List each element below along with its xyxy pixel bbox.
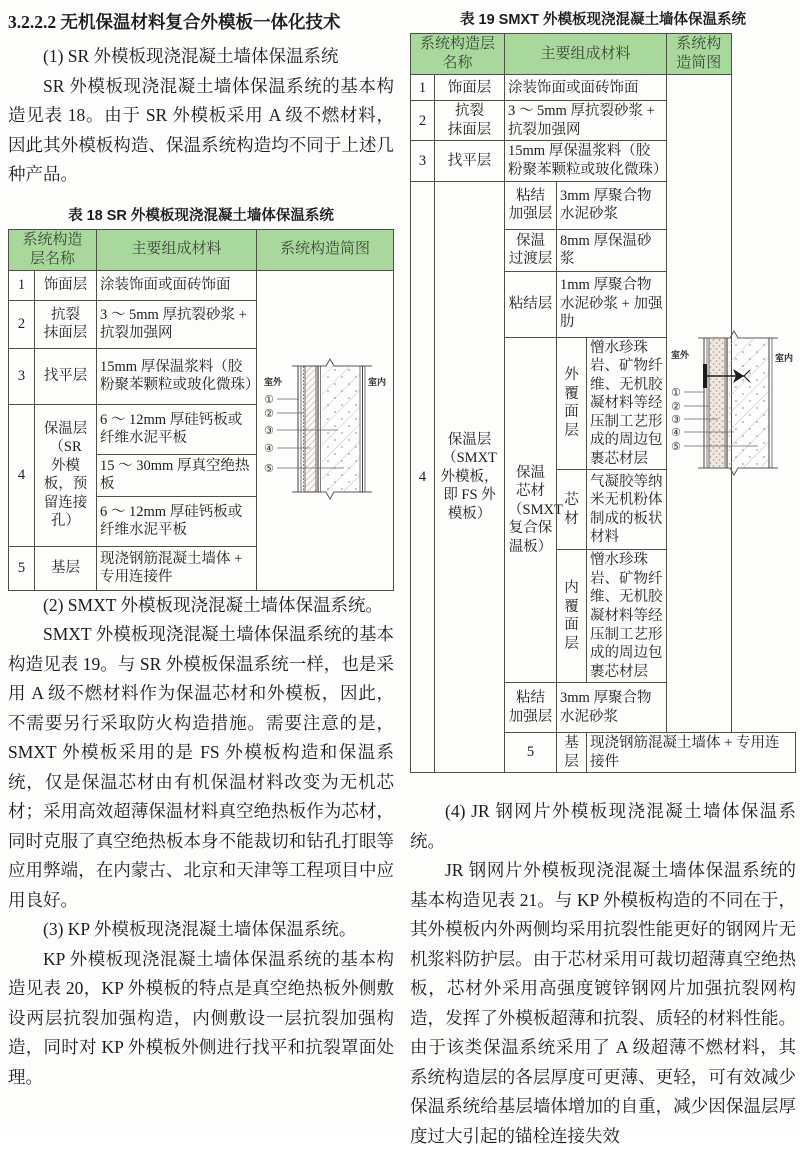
callout-3: ③ <box>264 424 274 437</box>
callout-2: ② <box>671 401 681 414</box>
paragraph-2-body: SMXT 外模板现浇混凝土墙体保温系统的基本构造见表 19。与 SR 外模板保温系统一样，也是采用 A 级不燃材料作为保温芯材和外模板，因此，不需要另行采取防火构造措施。需要注意的是，SMXT 外模板采用的是 FS 外模板构造和保温系统，仅是保温芯材由有机保温材料改变为无机芯材；采用高效超薄保温材料真空绝热板作为芯材，同时克服了真空绝热板本身不能裁切和钻孔打眼等应用弊端，在内蒙古、北京和天津等工程项目中应用良好。 <box>8 624 394 910</box>
sublayer-name: 粘结 加强层 <box>505 181 557 229</box>
table18-diagram-cell <box>257 270 394 590</box>
table18 <box>8 229 394 591</box>
layer-material: 6 ～ 12mm 厚硅钙板或纤维水泥平板 <box>97 496 257 546</box>
table18-header-layer: 系统构造 层名称 <box>9 229 97 270</box>
table19-header-materials: 主要组成材料 <box>505 34 667 75</box>
callout-1: ① <box>264 393 274 406</box>
wall-section-diagram-sr <box>262 352 388 504</box>
layer-name: 抗裂 抹面层 <box>35 300 97 348</box>
paragraph-3-body: KP 外模板现浇混凝土墙体保温系统的基本构造见表 20，KP 外模板的特点是真空绝热板外侧敷设两层抗裂加强构造，内侧敷设一层抗裂加强构造，同时对 KP 外模板外侧进行找平和抗裂罩面处理。 <box>8 948 394 1087</box>
layer-number: 4 <box>411 181 435 773</box>
table-row <box>411 181 796 229</box>
layer-number: 1 <box>411 75 435 101</box>
callout-5: ⑤ <box>671 441 681 454</box>
layer-number: 2 <box>9 300 35 348</box>
table19-header-row <box>411 34 796 75</box>
layer-material: 15mm 厚保温浆料（胶粉聚苯颗粒或玻化微珠） <box>505 141 667 181</box>
sublayer-material: 憎水珍珠岩、矿物纤维、无机胶凝材料等经压制工艺形成的周边包裹芯材层 <box>587 337 667 470</box>
layer-number: 3 <box>411 141 435 181</box>
sublayer-material: 8mm 厚保温砂浆 <box>557 229 667 271</box>
callout-2: ② <box>264 407 274 420</box>
layer-name: 饰面层 <box>435 75 505 101</box>
sublayer-name: 粘结 加强层 <box>505 683 557 733</box>
layer-material: 涂装饰面或面砖饰面 <box>97 270 257 300</box>
table-row <box>411 75 796 101</box>
paragraph-1-title: (1) SR 外模板现浇混凝土墙体保温系统 <box>43 46 339 66</box>
table-row <box>9 270 394 300</box>
wall-section-diagram-smxt <box>670 320 794 482</box>
sublayer-name: 粘结层 <box>505 271 557 337</box>
section-heading: 3.2.2.2 无机保温材料复合外模板一体化技术 <box>8 12 341 32</box>
layer-material: 3 ～ 5mm 厚抗裂砂浆 + 抗裂加强网 <box>505 101 667 141</box>
paragraph-4-title: (4) JR 钢网片外模板现浇混凝土墙体保温系统。 <box>410 801 796 851</box>
table18-header-materials: 主要组成材料 <box>97 229 257 270</box>
layer-number: 2 <box>411 101 435 141</box>
layer-material: 现浇钢筋混凝土墙体 + 专用连接件 <box>97 546 257 590</box>
outdoor-label: 室外 <box>264 376 283 387</box>
sublayer-material: 气凝胶等纳米无机粉体制成的板状材料 <box>587 470 667 550</box>
layer-name: 找平层 <box>35 348 97 404</box>
callout-1: ① <box>671 387 681 400</box>
layer-name: 保温层 （SR 外模板，预 留连接孔） <box>35 404 97 546</box>
layer-name: 抗裂 抹面层 <box>435 101 505 141</box>
sublayer-material: 憎水珍珠岩、矿物纤维、无机胶凝材料等经压制工艺形成的周边包裹芯材层 <box>587 550 667 683</box>
layer-number: 5 <box>9 546 35 590</box>
sublayer-name: 外覆面层 <box>557 337 587 470</box>
sublayer-material: 3mm 厚聚合物水泥砂浆 <box>557 683 667 733</box>
table19-header-diagram: 系统构造简图 <box>667 34 731 75</box>
indoor-label: 室内 <box>775 353 794 364</box>
paragraph-1-body: SR 外模板现浇混凝土墙体保温系统的基本构造见表 18。由于 SR 外模板采用 A 级不燃材料，因此其外模板构造、保温系统构造均不同于上述几种产品。 <box>8 75 394 184</box>
paragraph-4-body: JR 钢网片外模板现浇混凝土墙体保温系统的基本构造见表 21。与 KP 外模板构造的不同在于，其外模板内外两侧均采用抗裂性能更好的钢网片无机浆料防护层。由于芯材采用可裁切超薄真空绝热板，芯材外采用高强度镀锌钢网片加强抗裂网构造，发挥了外模板超薄和抗裂、质轻的材料性能。由于该类保温系统采用了 A 级超薄不燃材料，其系统构造层的各层厚度可更薄、更轻，可有效减少保温系统给基层墙体增加的自重，减少因保温层厚度过大引起的锚栓连接失效 <box>410 860 796 1146</box>
callout-3: ③ <box>671 414 681 427</box>
anchor-plate <box>703 364 707 388</box>
right-column <box>410 6 796 1146</box>
layer-name: 保温层 （SMXT 外模板， 即 FS 外 模板） <box>435 181 505 773</box>
layer-name: 基层 <box>557 733 587 773</box>
layer-name: 饰面层 <box>35 270 97 300</box>
layer-number: 4 <box>9 404 35 546</box>
layer-material: 3 ～ 5mm 厚抗裂砂浆 + 抗裂加强网 <box>97 300 257 348</box>
table19-caption: 表 19 SMXT 外模板现浇混凝土墙体保温系统 <box>460 12 746 28</box>
left-column <box>8 6 394 1134</box>
layer-material: 6 ～ 12mm 厚硅钙板或纤维水泥平板 <box>97 404 257 454</box>
layer-material: 15mm 厚保温浆料（胶粉聚苯颗粒或玻化微珠） <box>97 348 257 404</box>
layer-material: 涂装饰面或面砖饰面 <box>505 75 667 101</box>
sublayer-material: 1mm 厚聚合物水泥砂浆 + 加强肋 <box>557 271 667 337</box>
callout-4: ④ <box>671 427 681 440</box>
table19-diagram-cell <box>667 75 794 733</box>
paragraph-2-title: (2) SMXT 外模板现浇混凝土墙体保温系统。 <box>43 594 383 615</box>
table-row <box>411 141 796 181</box>
layer-name: 找平层 <box>435 141 505 181</box>
layer-material: 15 ～ 30mm 厚真空绝热板 <box>97 454 257 496</box>
sublayer-group-name: 保温 芯材 （SMXT 复合保 温板） <box>505 337 557 683</box>
table18-caption: 表 18 SR 外模板现浇混凝土墙体保温系统 <box>68 207 334 224</box>
layer-number: 3 <box>9 348 35 404</box>
indoor-label: 室内 <box>368 376 387 387</box>
layer-number: 1 <box>9 270 35 300</box>
table19 <box>410 33 796 773</box>
table18-header-row <box>9 229 394 270</box>
layer-name: 基层 <box>35 546 97 590</box>
table19-header-layer: 系统构造层 名称 <box>411 34 505 75</box>
callout-5: ⑤ <box>264 462 274 475</box>
paragraph-3-title: (3) KP 外模板现浇混凝土墙体保温系统。 <box>43 919 357 940</box>
sublayer-name: 芯材 <box>557 470 587 550</box>
outdoor-label: 室外 <box>671 350 690 361</box>
layer-material: 现浇钢筋混凝土墙体 + 专用连接件 <box>587 733 796 773</box>
sublayer-name: 内覆面层 <box>557 550 587 683</box>
layer-number: 5 <box>505 733 557 773</box>
callout-4: ④ <box>264 442 274 455</box>
sublayer-material: 3mm 厚聚合物水泥砂浆 <box>557 181 667 229</box>
sublayer-name: 保温 过渡层 <box>505 229 557 271</box>
table-row <box>411 101 796 141</box>
table18-header-diagram: 系统构造简图 <box>257 229 394 270</box>
